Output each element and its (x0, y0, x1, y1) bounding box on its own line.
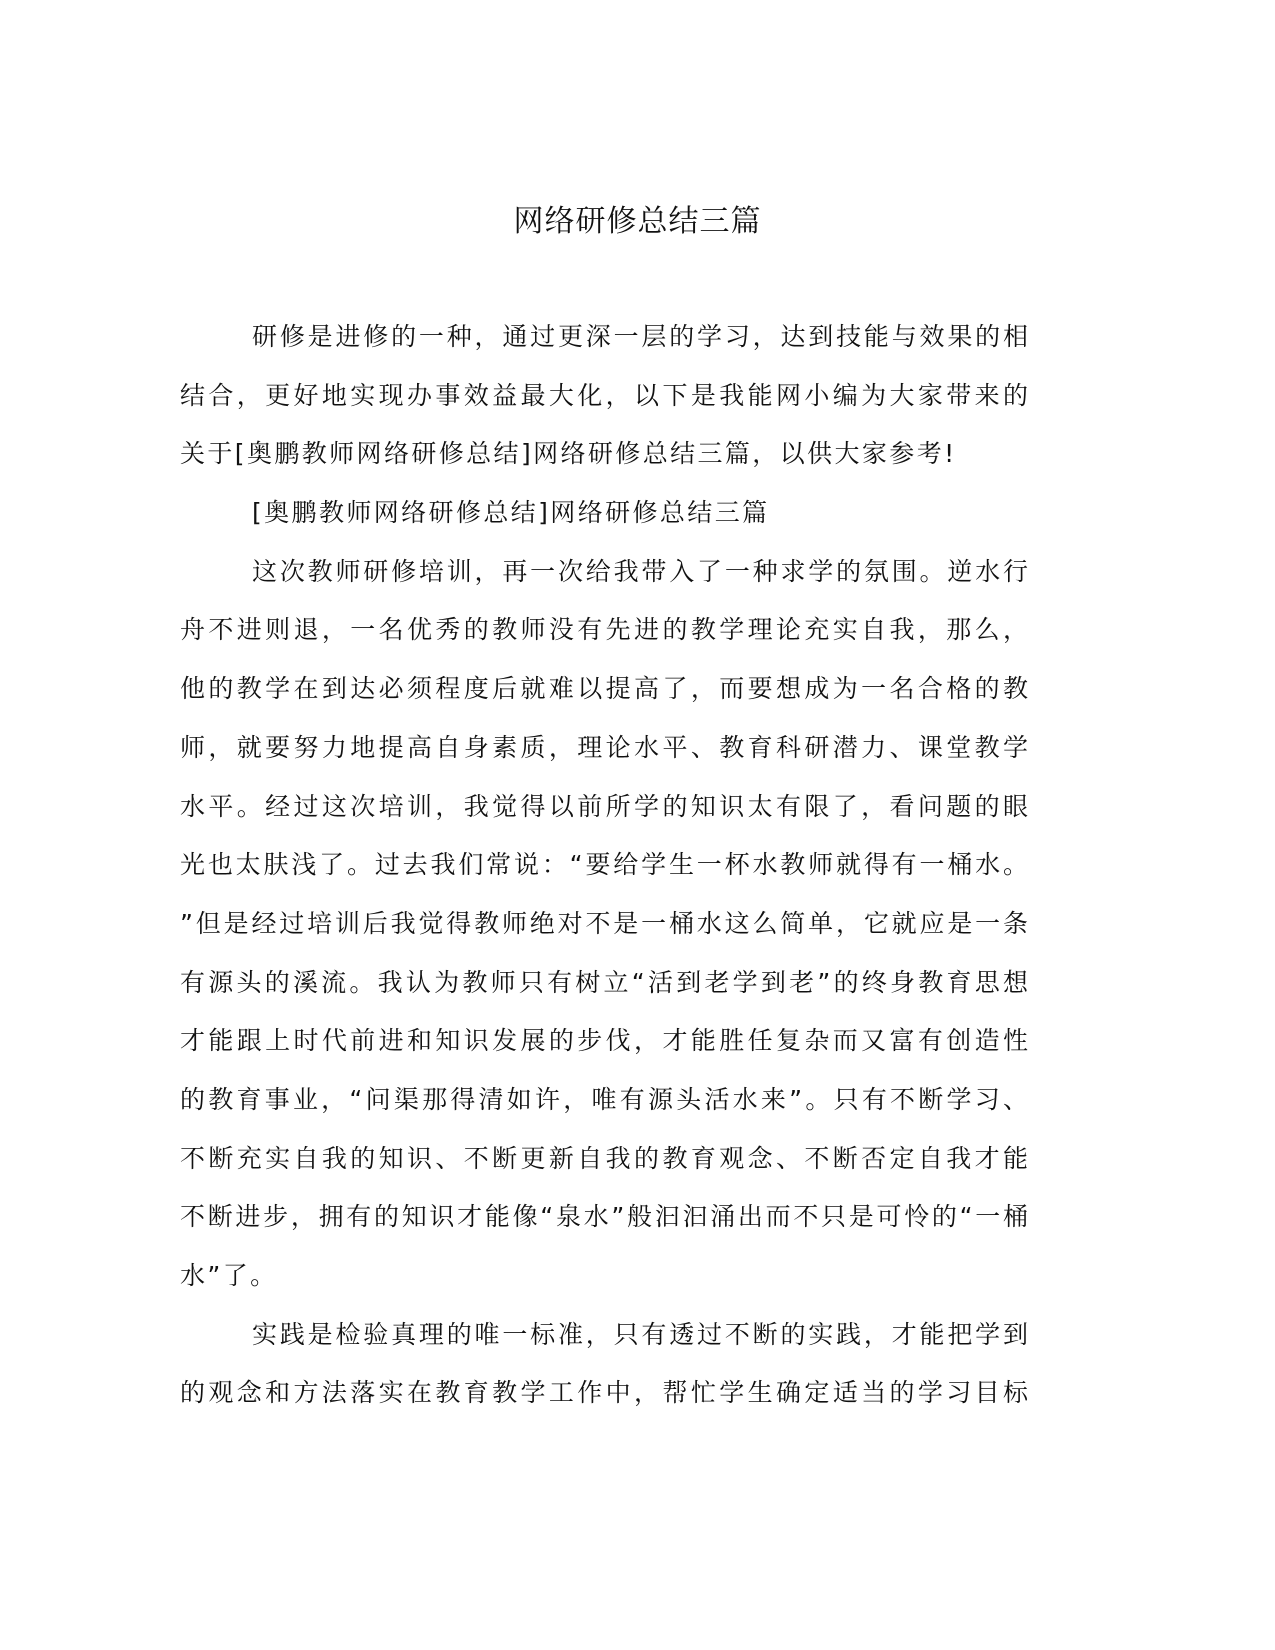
text-line: 研修是进修的一种，通过更深一层的学习，达到技能与效果的相 (252, 322, 1028, 351)
text-line: 的观念和方法落实在教育教学工作中，帮忙学生确定适当的学习目标 (180, 1378, 1028, 1408)
text-line: 的教育事业，“问渠那得清如许，唯有源头活水来”。只有不断学习、 (180, 1084, 1028, 1114)
text-line: 他的教学在到达必须程度后就难以提高了，而要想成为一名合格的教 (180, 674, 1028, 704)
text-line: 舟不进则退，一名优秀的教师没有先进的教学理论充实自我，那么， (180, 615, 1028, 645)
text-line: 关于[奥鹏教师网络研修总结]网络研修总结三篇，以供大家参考! (180, 439, 957, 469)
text-line: 这次教师研修培训，再一次给我带入了一种求学的氛围。逆水行 (252, 556, 1028, 586)
document-body (180, 308, 1028, 1423)
text-line: [奥鹏教师网络研修总结]网络研修总结三篇 (252, 498, 770, 528)
text-line: 水”了。 (180, 1261, 278, 1290)
text-line: 才能跟上时代前进和知识发展的步伐，才能胜任复杂而又富有创造性 (180, 1026, 1028, 1056)
text-line: ”但是经过培训后我觉得教师绝对不是一桶水这么简单，它就应是一条 (180, 908, 1028, 938)
text-line: 师，就要努力地提高自身素质，理论水平、教育科研潜力、课堂教学 (180, 732, 1028, 762)
text-line: 实践是检验真理的唯一标准，只有透过不断的实践，才能把学到 (252, 1319, 1028, 1349)
text-line: 水平。经过这次培训，我觉得以前所学的知识太有限了，看问题的眼 (180, 791, 1028, 821)
text-line: 光也太肤浅了。过去我们常说：“要给学生一杯水教师就得有一桶水。 (180, 850, 1028, 880)
text-line: 有源头的溪流。我认为教师只有树立“活到老学到老”的终身教育思想 (180, 967, 1028, 997)
text-line: 不断充实自我的知识、不断更新自我的教育观念、不断否定自我才能 (180, 1143, 1028, 1173)
document-title: 网络研修总结三篇 (513, 204, 762, 239)
text-line: 结合，更好地实现办事效益最大化，以下是我能网小编为大家带来的 (180, 380, 1028, 410)
text-line: 不断进步，拥有的知识才能像“泉水”般汩汩涌出而不只是可怜的“一桶 (180, 1202, 1028, 1232)
